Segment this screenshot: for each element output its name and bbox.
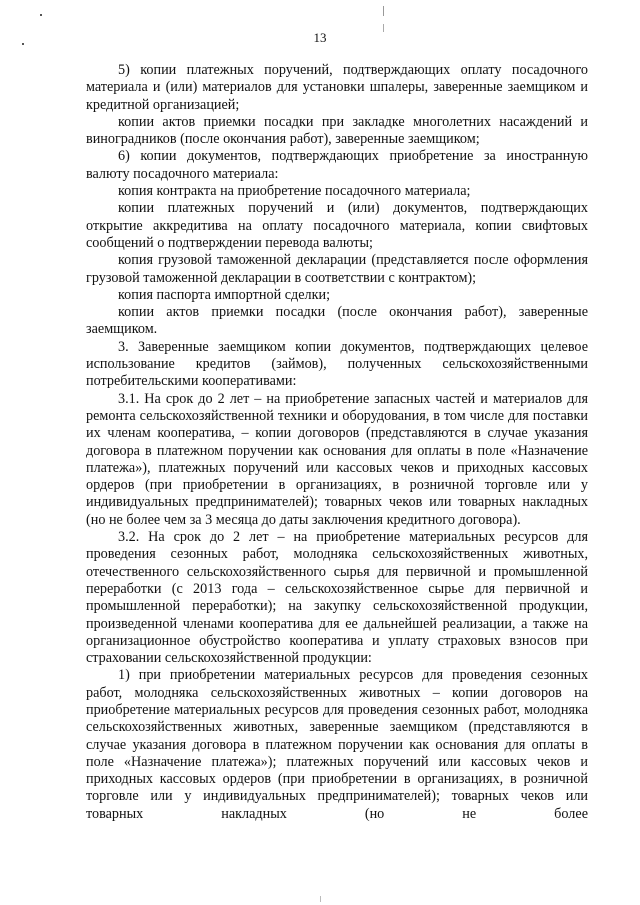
document-body bbox=[86, 62, 588, 823]
paragraph: копии платежных поручений и (или) документов, подтверждающих открытие аккредитива на оплату посадочного материала, копии свифтовых сообщений о подтверждении перевода валюты; bbox=[86, 200, 588, 251]
paragraph: копия грузовой таможенной декларации (представляется после оформления грузовой таможенной декларации в соответствии с контрактом); bbox=[86, 252, 588, 286]
paragraph: копии актов приемки посадки (после окончания работ), заверенные заемщиком. bbox=[86, 304, 588, 338]
paragraph: 3.2. На срок до 2 лет – на приобретение материальных ресурсов для проведения сезонных работ, молодняка сельскохозяйственных животных, отечественного сельскохозяйственного сырья для первичной и промышленной переработки (с 2013 года – сельскохозяйственное сырье для первичной и промышленной переработки); на закупку сельскохозяйственной продукции, произведенной членами кооператива для ее дальнейшей реализации, а также на организационное обустройство кооператива и уплату страховых взносов при страховании сельскохозяйственной продукции: bbox=[86, 529, 588, 667]
paragraph: копия паспорта импортной сделки; bbox=[118, 286, 331, 303]
paragraph: 6) копии документов, подтверждающих приобретение за иностранную валюту посадочного материала: bbox=[86, 148, 588, 182]
page-number: 13 bbox=[313, 30, 327, 45]
scan-mark bbox=[40, 14, 42, 16]
scan-mark bbox=[320, 896, 321, 902]
paragraph: 3. Заверенные заемщиком копии документов, подтверждающих целевое использование кредитов (займов), полученных сельскохозяйственными потребительскими кооперативами: bbox=[86, 338, 588, 390]
paragraph: 5) копии платежных поручений, подтверждающих оплату посадочного материала и (или) материалов для установки шпалеры, заверенные заемщиком и кредитной организацией; bbox=[86, 62, 588, 113]
paragraph: копия контракта на приобретение посадочного материала; bbox=[118, 183, 471, 200]
paragraph: 1) при приобретении материальных ресурсов для проведения сезонных работ, молодняка сельскохозяйственных животных – копии договоров на приобретение материальных ресурсов для проведения сезонных работ, молодняка сельскохозяйственных животных, заверенные заемщиком (представляются в случае указания договора в платежном поручении как основания для оплаты в поле «Назначение платежа»); платежных поручений или кассовых чеков и приходных кассовых ордеров (при приобретении в организациях, в розничной торговле или у индивидуальных предпринимателей); товарных чеков или товарных накладных (но не более bbox=[86, 667, 588, 822]
scan-mark bbox=[383, 6, 384, 16]
paragraph: копии актов приемки посадки при закладке многолетних насаждений и виноградников (после окончания работ), заверенные заемщиком; bbox=[86, 113, 588, 148]
paragraph: 3.1. На срок до 2 лет – на приобретение запасных частей и материалов для ремонта сельскохозяйственной техники и оборудования, в том числе для поставки их членам кооператива, – копии договоров (представляются в случае указания договора в платежном поручении как основания для оплаты в поле «Назначение платежа»), платежных поручений или кассовых чеков и приходных кассовых ордеров (при приобретении в организациях, в розничной торговле или у индивидуальных предпринимателей); товарных чеков или товарных накладных (но не более чем за 3 месяца до даты заключения кредитного договора). bbox=[86, 390, 588, 528]
